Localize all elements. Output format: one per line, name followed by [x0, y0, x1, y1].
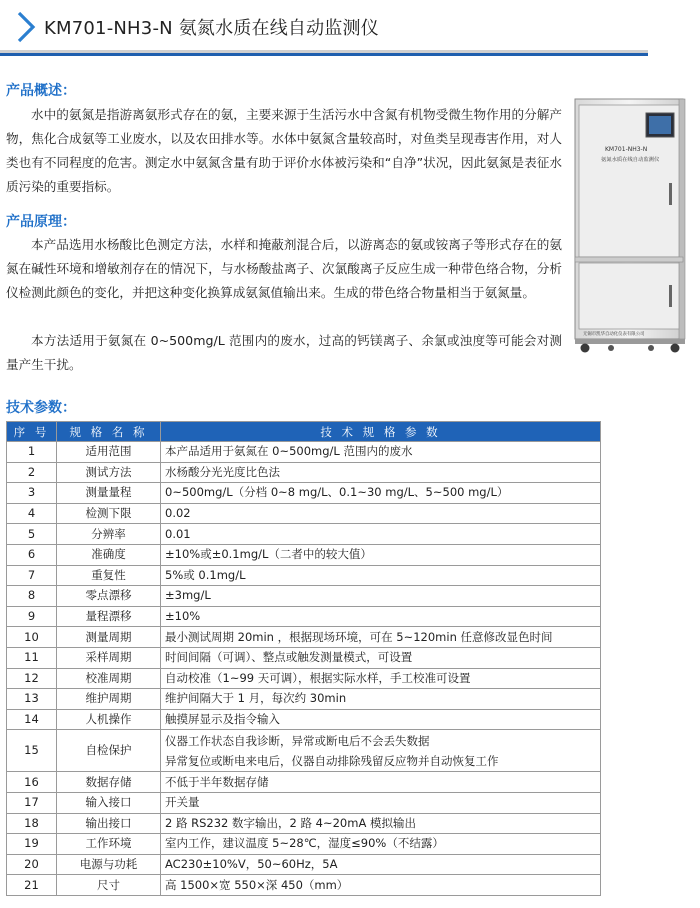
spec-name: 工作环境	[57, 834, 161, 855]
spec-name: 输出接口	[57, 813, 161, 834]
row-number: 20	[7, 854, 57, 875]
machine-maker-label: 无锡市凯华自动化仪表有限公司	[583, 332, 645, 337]
row-number: 7	[7, 565, 57, 586]
table-row	[7, 875, 601, 896]
page-header	[0, 0, 700, 60]
col-header-name: 规 格 名 称	[57, 422, 161, 442]
row-number: 5	[7, 524, 57, 545]
row-number: 8	[7, 586, 57, 607]
table-row	[7, 854, 601, 875]
table-row	[7, 772, 601, 793]
spec-name: 准确度	[57, 544, 161, 565]
table-row	[7, 689, 601, 710]
spec-name: 测试方法	[57, 462, 161, 483]
spec-value-line: 异常复位或断电来电后，仪器自动排除残留反应物并自动恢复工作	[165, 753, 499, 768]
spec-name: 采样周期	[57, 647, 161, 668]
table-row	[7, 483, 601, 504]
machine-model-label: KM701-NH3-N	[605, 146, 648, 153]
row-number: 12	[7, 668, 57, 689]
table-row	[7, 442, 601, 463]
overview-heading: 产品概述：	[6, 83, 76, 99]
spec-value: 自动校准（1~99 天可调），根据实际水样，手工校准可设置	[161, 668, 601, 689]
spec-value: ±3mg/L	[161, 586, 601, 607]
spec-table	[6, 421, 601, 896]
table-row	[7, 524, 601, 545]
table-row	[7, 586, 601, 607]
spec-name: 适用范围	[57, 442, 161, 463]
row-number: 21	[7, 875, 57, 896]
spec-name: 维护周期	[57, 689, 161, 710]
spec-value: ±10%或±0.1mg/L（二者中的较大值）	[161, 544, 601, 565]
spec-value: ±10%	[161, 606, 601, 627]
row-number: 17	[7, 792, 57, 813]
row-number: 2	[7, 462, 57, 483]
spec-value: 5%或 0.1mg/L	[161, 565, 601, 586]
machine-name-label: 氨氮水质在线自动监测仪	[601, 157, 660, 163]
chevron-right-icon	[14, 10, 38, 44]
spec-name: 尺寸	[57, 875, 161, 896]
spec-table-header	[7, 422, 601, 442]
row-number: 1	[7, 442, 57, 463]
table-row	[7, 462, 601, 483]
specs-heading: 技术参数：	[6, 400, 76, 416]
table-row	[7, 813, 601, 834]
principle-heading: 产品原理：	[6, 214, 76, 230]
col-header-value: 技 术 规 格 参 数	[161, 422, 601, 442]
spec-value: AC230±10%V，50~60Hz，5A	[161, 854, 601, 875]
spec-name: 电源与功耗	[57, 854, 161, 875]
spec-name: 自检保护	[57, 730, 161, 772]
table-row	[7, 503, 601, 524]
header-rule-blue	[0, 53, 648, 56]
spec-value-line: 仪器工作状态自我诊断，异常或断电后不会丢失数据	[165, 733, 430, 748]
spec-value	[161, 730, 601, 772]
spec-name: 重复性	[57, 565, 161, 586]
table-row	[7, 647, 601, 668]
principle-paragraph-2: 本方法适用于氨氮在 0~500mg/L 范围内的废水，过高的钙镁离子、余氯或浊度等可能会对测量产生干扰。	[6, 333, 562, 372]
row-number: 6	[7, 544, 57, 565]
overview-paragraph: 水中的氨氮是指游离氨形式存在的氨，主要来源于生活污水中含氮有机物受微生物作用的分解产物，焦化合成氨等工业废水，以及农田排水等。水体中氨氮含量较高时，对鱼类呈现毒害作用，对人类也有不同程度的危害。测定水中氨氮含量有助于评价水体被污染和“自净”状况，因此氨氮是表征水质污染的重要指标。	[6, 107, 562, 194]
row-number: 10	[7, 627, 57, 648]
spec-value: 0.01	[161, 524, 601, 545]
spec-name: 测量量程	[57, 483, 161, 504]
row-number: 19	[7, 834, 57, 855]
row-number: 9	[7, 606, 57, 627]
spec-value: 高 1500×宽 550×深 450（mm）	[161, 875, 601, 896]
spec-value: 0.02	[161, 503, 601, 524]
table-row	[7, 565, 601, 586]
spec-name: 人机操作	[57, 709, 161, 730]
table-row	[7, 730, 601, 772]
row-number: 11	[7, 647, 57, 668]
principle-paragraph-1: 本产品选用水杨酸比色测定方法，水样和掩蔽剂混合后，以游离态的氨或铵离子等形式存在的氨氮在碱性环境和增敏剂存在的情况下，与水杨酸盐离子、次氯酸离子反应生成一种带色络合物，分析仪检测此颜色的变化，并把这种变化换算成氨氮值输出来。生成的带色络合物量相当于氨氮量。	[6, 237, 562, 300]
analyzer-cabinet-image	[571, 97, 689, 355]
row-number: 15	[7, 730, 57, 772]
spec-value: 维护间隔大于 1 月，每次约 30min	[161, 689, 601, 710]
table-row	[7, 834, 601, 855]
spec-value: 2 路 RS232 数字输出，2 路 4~20mA 模拟输出	[161, 813, 601, 834]
spec-value: 室内工作，建议温度 5~28℃，湿度≤90%（不结露）	[161, 834, 601, 855]
spec-name: 零点漂移	[57, 586, 161, 607]
row-number: 16	[7, 772, 57, 793]
spec-name: 数据存储	[57, 772, 161, 793]
row-number: 18	[7, 813, 57, 834]
spec-value: 时间间隔（可调）、整点或触发测量模式，可设置	[161, 647, 601, 668]
spec-name: 量程漂移	[57, 606, 161, 627]
spec-value: 0~500mg/L（分档 0~8 mg/L、0.1~30 mg/L、5~500 mg/L）	[161, 483, 601, 504]
spec-value: 触摸屏显示及指令输入	[161, 709, 601, 730]
table-row	[7, 668, 601, 689]
spec-name: 输入接口	[57, 792, 161, 813]
spec-value: 开关量	[161, 792, 601, 813]
table-row	[7, 544, 601, 565]
page-title: KM701-NH3-N 氨氮水质在线自动监测仪	[44, 18, 379, 39]
spec-name: 分辨率	[57, 524, 161, 545]
table-row	[7, 627, 601, 648]
row-number: 3	[7, 483, 57, 504]
row-number: 13	[7, 689, 57, 710]
spec-value: 水杨酸分光光度比色法	[161, 462, 601, 483]
col-header-no: 序 号	[7, 422, 57, 442]
spec-table-body	[7, 442, 601, 896]
spec-name: 测量周期	[57, 627, 161, 648]
row-number: 4	[7, 503, 57, 524]
spec-name: 校准周期	[57, 668, 161, 689]
spec-name: 检测下限	[57, 503, 161, 524]
spec-value: 不低于半年数据存储	[161, 772, 601, 793]
spec-value: 本产品适用于氨氮在 0~500mg/L 范围内的废水	[161, 442, 601, 463]
row-number: 14	[7, 709, 57, 730]
table-row	[7, 606, 601, 627]
table-row	[7, 792, 601, 813]
table-row	[7, 709, 601, 730]
spec-value: 最小测试周期 20min ，根据现场环境，可在 5~120min 任意修改显色时间	[161, 627, 601, 648]
